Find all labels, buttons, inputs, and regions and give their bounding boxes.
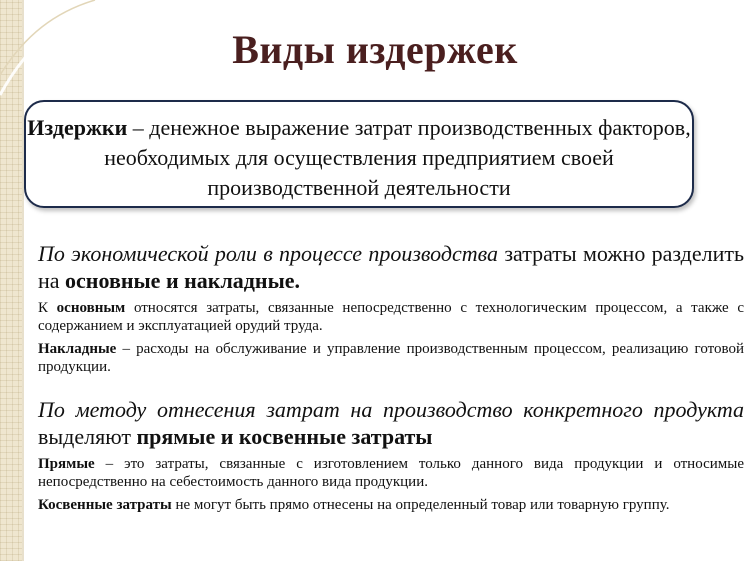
- section2-p2-bold: Косвенные затраты: [38, 497, 172, 513]
- definition-term: Издержки: [27, 115, 128, 140]
- definition-text: – денежное выражение затрат производственных факторов, необходимых для осуществления предприятием своей производственной деятельности: [104, 115, 691, 200]
- section-gap: [38, 376, 744, 396]
- section2-lead: [38, 396, 744, 450]
- section1-p2-bold: Накладные: [38, 341, 117, 357]
- section1-p1-pre: К: [38, 300, 57, 316]
- section2-lead-bold: прямые и косвенные затраты: [136, 424, 433, 449]
- section2-paragraph-indirect: [38, 496, 744, 514]
- section2-lead-italic: По методу отнесения затрат на производство конкретного продукта: [38, 397, 744, 422]
- section1-paragraph-main: [38, 299, 744, 335]
- slide-title: Виды издержек: [232, 27, 518, 72]
- section2-p1-text: – это затраты, связанные с изготовлением только данного вида продукции и относимые непосредственно на себестоимость данного вида продукции.: [38, 456, 744, 490]
- section2-paragraph-direct: [38, 455, 744, 491]
- section1-p1-text: относятся затраты, связанные непосредственно с технологическим процессом, а также с содержанием и эксплуатацией орудий труда.: [38, 300, 744, 334]
- section1-lead: [38, 240, 744, 294]
- section2-lead-plain: выделяют: [38, 424, 137, 449]
- section1-p2-text: – расходы на обслуживание и управление производственным процессом, реализацию готовой продукции.: [38, 341, 744, 375]
- section2-p1-bold: Прямые: [38, 456, 95, 472]
- definition-box: [24, 100, 694, 208]
- section1-paragraph-overhead: [38, 340, 744, 376]
- section1-lead-plain: затраты можно разделить на: [38, 241, 744, 293]
- section1-lead-bold: основные и накладные.: [65, 268, 301, 293]
- section2-p2-text: не могут быть прямо отнесены на определенный товар или товарную группу.: [171, 497, 670, 513]
- main-content: [38, 240, 744, 514]
- section1-lead-italic: По экономической роли в процессе производства: [38, 241, 499, 266]
- section1-p1-bold: основным: [56, 300, 126, 316]
